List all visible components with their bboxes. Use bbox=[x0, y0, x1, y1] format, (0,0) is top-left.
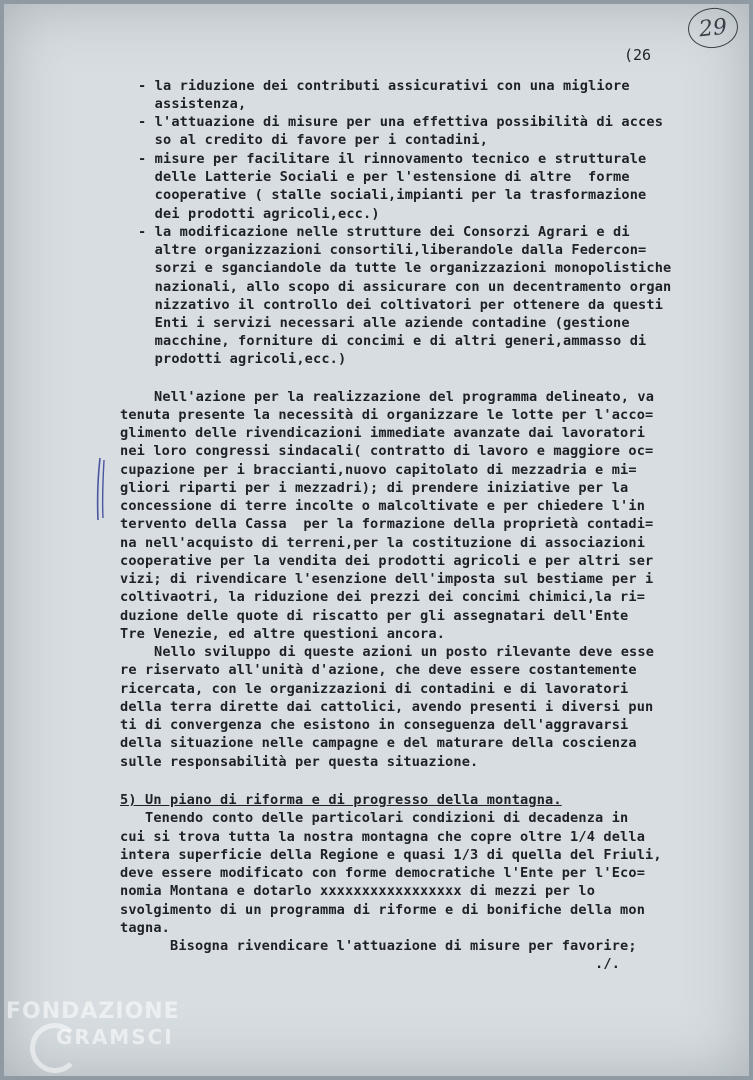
text-line: della terra dirette dai cattolici, avendo presenti i diversi pun bbox=[120, 699, 654, 715]
text-line: ricercata, con le organizzazioni di contadini e di lavoratori bbox=[120, 681, 629, 697]
text-line: tagna. bbox=[120, 920, 171, 936]
text-line: cupazione per i braccianti,nuovo capitolato di mezzadria e mi= bbox=[120, 462, 637, 478]
stamp-number: 29 bbox=[697, 14, 729, 42]
text-line: altre organizzazioni consortili,liberandole dalla Federcon= bbox=[138, 242, 647, 258]
text-line: nizzativo il controllo dei coltivatori per ottenere da questi bbox=[138, 297, 664, 313]
text-line: svolgimento di un programma di riforme e di bonifiche della mon bbox=[120, 902, 646, 918]
text-line: Tenendo conto delle particolari condizioni di decadenza in bbox=[120, 810, 629, 826]
text-line: Enti i servizi necessari alle aziende contadine (gestione bbox=[138, 315, 630, 331]
text-line: so al credito di favore per i contadini, bbox=[138, 132, 489, 148]
text-line: tervento della Cassa per la formazione della proprietà contadi= bbox=[120, 516, 654, 532]
text-line: vizi; di rivendicare l'esenzione dell'imposta sul bestiame per i bbox=[120, 571, 654, 587]
text-line: na nell'acquisto di terreni,per la costituzione di associazioni bbox=[120, 535, 646, 551]
text-line: sorzi e sganciandole da tutte le organizzazioni monopolistiche bbox=[138, 260, 672, 276]
watermark-line-2: GRAMSCI bbox=[56, 1025, 174, 1049]
text-line: - la riduzione dei contributi assicurativi con una migliore bbox=[138, 78, 630, 94]
text-line: cui si trova tutta la nostra montagna che copre oltre 1/4 della bbox=[120, 829, 646, 845]
text-line: intera superficie della Regione e quasi 1/3 di quella del Friuli, bbox=[120, 847, 662, 863]
text-line: deve essere modificato con forme democratiche l'Ente per l'Eco= bbox=[120, 865, 646, 881]
text-line: coltivaotri, la riduzione dei prezzi dei concimi chimici,la ri= bbox=[120, 589, 646, 605]
text-line: dei prodotti agricoli,ecc.) bbox=[138, 206, 380, 222]
text-line: prodotti agricoli,ecc.) bbox=[138, 351, 347, 367]
text-line: macchine, forniture di concimi e di altri generi,ammasso di bbox=[138, 333, 647, 349]
text-line: - l'attuazione di misure per una effettiva possibilità di acces bbox=[138, 114, 664, 130]
text-line: concessione di terre incolte o malcoltivate e per chiedere l'in bbox=[120, 498, 646, 514]
text-line: glimento delle rivendicazioni immediate avanzate dai lavoratori bbox=[120, 425, 646, 441]
text-line: nei loro congressi sindacali( contratto di lavoro e maggiore oc= bbox=[120, 443, 654, 459]
text-line: ti di convergenza che esistono in conseguenza dell'aggravarsi bbox=[120, 717, 629, 733]
text-line: nazionali, allo scopo di assicurare con un decentramento organ bbox=[138, 279, 672, 295]
text-line: Nell'azione per la realizzazione del programma delineato, va bbox=[104, 389, 655, 405]
text-line: - la modificazione nelle strutture dei Consorzi Agrari e di bbox=[138, 224, 630, 240]
page-number: (26 bbox=[624, 46, 652, 64]
text-line: tenuta presente la necessità di organizzare le lotte per l'acco= bbox=[120, 407, 654, 423]
text-line: Bisogna rivendicare l'attuazione di misure per favorire; bbox=[120, 938, 637, 954]
text-line: duzione delle quote di riscatto per gli assegnatari dell'Ente bbox=[120, 608, 629, 624]
text-line: della situazione nelle campagne e del maturare della coscienza bbox=[120, 735, 637, 751]
text-line: Tre Venezie, ed altre questioni ancora. bbox=[120, 626, 446, 642]
text-line: Nello sviluppo di queste azioni un posto rilevante deve esse bbox=[104, 644, 655, 660]
section-heading: 5) Un piano di riforma e di progresso della montagna. bbox=[120, 792, 562, 808]
text-line: - misure per facilitare il rinnovamento tecnico e strutturale bbox=[138, 151, 647, 167]
text-line: re riservato all'unità d'azione, che deve essere costantemente bbox=[120, 662, 637, 678]
archive-watermark bbox=[6, 995, 196, 1080]
text-line: cooperative per la vendita dei prodotti agricoli e per altri ser bbox=[120, 553, 654, 569]
text-line: nomia Montana e dotarlo xxxxxxxxxxxxxxxxx di mezzi per lo bbox=[120, 883, 596, 899]
text-line: cooperative ( stalle sociali,impianti per la trasformazione bbox=[138, 187, 647, 203]
text-line: gliori riparti per i mezzadri); di prendere iniziative per la bbox=[120, 480, 629, 496]
text-line: delle Latterie Sociali e per l'estensione di altre forme bbox=[138, 169, 630, 185]
watermark-line-1: FONDAZIONE bbox=[6, 999, 180, 1024]
text-line: sulle responsabilità per questa situazione. bbox=[120, 754, 479, 770]
text-line: assistenza, bbox=[138, 96, 247, 112]
text-line: ./. bbox=[120, 956, 621, 972]
